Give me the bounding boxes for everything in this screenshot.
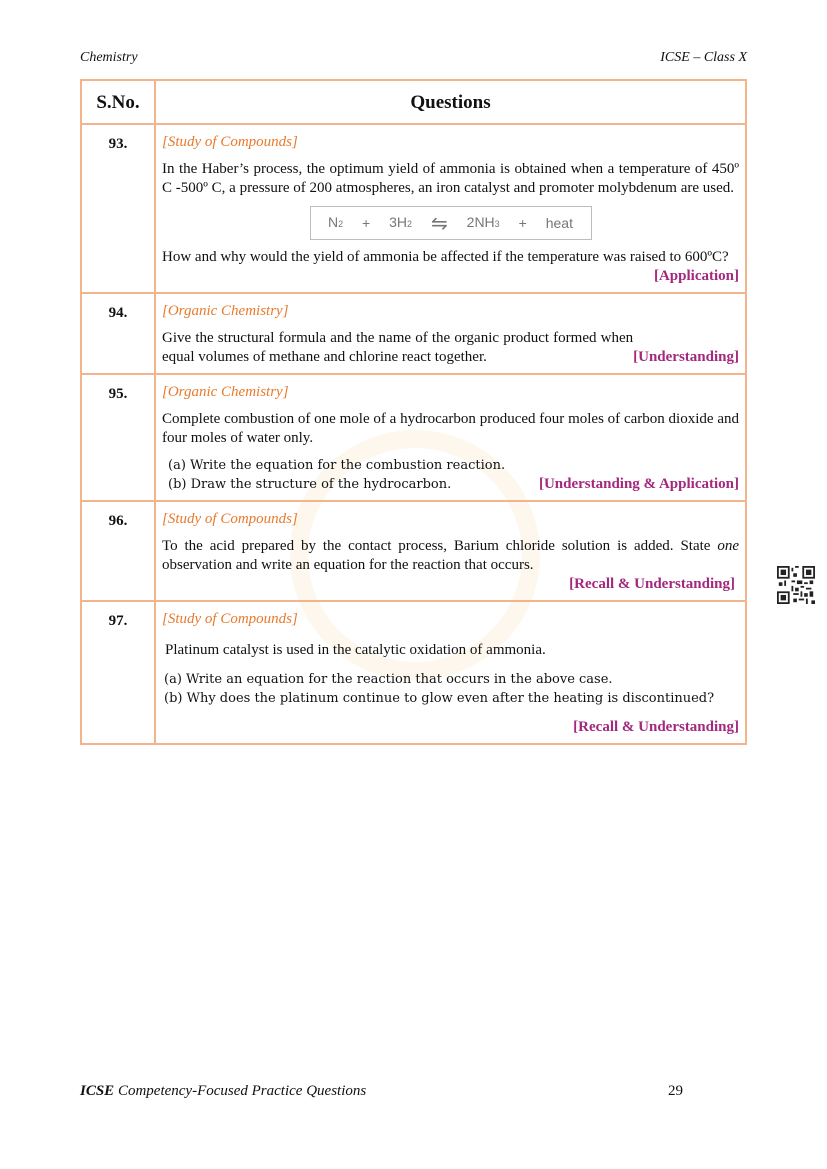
- table-header-row: [81, 80, 746, 124]
- footer-title: ICSE Competency-Focused Practice Questions: [80, 1083, 367, 1099]
- question-number: 96.: [81, 501, 155, 601]
- table-row: [81, 501, 746, 601]
- table-row: [81, 293, 746, 374]
- question-cell: [155, 293, 746, 374]
- question-number: 94.: [81, 293, 155, 374]
- header-class: ICSE – Class X: [660, 50, 747, 65]
- eq-plus: +: [362, 214, 371, 231]
- topic-label: [Study of Compounds]: [162, 611, 298, 627]
- question-cell: [155, 501, 746, 601]
- question-cell: [155, 124, 746, 293]
- question-text: To the acid prepared by the contact process, Barium chloride solution is added. State one observation and write an equation for the reaction that occurs.: [162, 538, 740, 573]
- question-number: 97.: [81, 601, 155, 744]
- skill-tag: [Recall & Understanding]: [569, 576, 735, 592]
- haber-equation: [310, 206, 592, 240]
- skill-tag: [Recall & Understanding]: [573, 719, 739, 735]
- question-text: [Understanding] Give the structural formula and the name of the organic product formed when equal volumes of methane and chlorine react together.: [162, 330, 739, 365]
- skill-tag: [Understanding & Application]: [538, 476, 739, 492]
- sub-question-a: (a) Write an equation for the reaction that occurs in the above case.: [164, 672, 613, 687]
- question-cell: [155, 601, 746, 744]
- question-cell: [155, 374, 746, 501]
- eq-nh3: 2NH3: [466, 213, 500, 230]
- eq-heat: heat: [545, 214, 573, 231]
- eq-h2: 3H2: [389, 213, 413, 230]
- sub-questions: [168, 456, 739, 494]
- sub-question-b: (b) Why does the platinum continue to glow even after the heating is discontinued?: [164, 691, 715, 706]
- table-row: [81, 374, 746, 501]
- page-number: 29: [668, 1083, 683, 1099]
- topic-label: [Organic Chemistry]: [162, 384, 289, 400]
- topic-label: [Study of Compounds]: [162, 511, 298, 527]
- question-text: Complete combustion of one mole of a hydrocarbon produced four moles of carbon dioxide and four moles of water only.: [162, 411, 739, 446]
- table-row: [81, 124, 746, 293]
- question-number: 95.: [81, 374, 155, 501]
- question-text: How and why would the yield of ammonia be affected if the temperature was raised to 600ºC?: [162, 249, 729, 265]
- table-row: [81, 601, 746, 744]
- topic-label: [Study of Compounds]: [162, 134, 298, 150]
- question-text: In the Haber’s process, the optimum yield of ammonia is obtained when a temperature of 450º C -500º C, a pressure of 200 atmospheres, an iron catalyst and promoter molybdenum are used.: [162, 161, 739, 196]
- sub-question-a: (a) Write the equation for the combustion reaction.: [168, 458, 506, 473]
- eq-plus: +: [518, 214, 527, 231]
- header-subject: Chemistry: [80, 50, 138, 65]
- question-text: Platinum catalyst is used in the catalytic oxidation of ammonia.: [165, 642, 546, 658]
- sub-question-b: [Understanding & Application] (b) Draw the structure of the hydrocarbon.: [168, 476, 739, 492]
- qr-code-icon: [777, 566, 815, 604]
- questions-table: [80, 79, 747, 745]
- reversible-arrow-icon: ⇋: [430, 210, 448, 235]
- skill-tag: [Understanding]: [633, 349, 739, 365]
- eq-n2: N2: [327, 213, 344, 230]
- col-sno-header: S.No.: [81, 80, 155, 124]
- skill-tag: [Application]: [653, 268, 739, 284]
- question-number: 93.: [81, 124, 155, 293]
- col-questions-header: Questions: [155, 80, 746, 124]
- sub-questions: [164, 670, 739, 708]
- topic-label: [Organic Chemistry]: [162, 303, 289, 319]
